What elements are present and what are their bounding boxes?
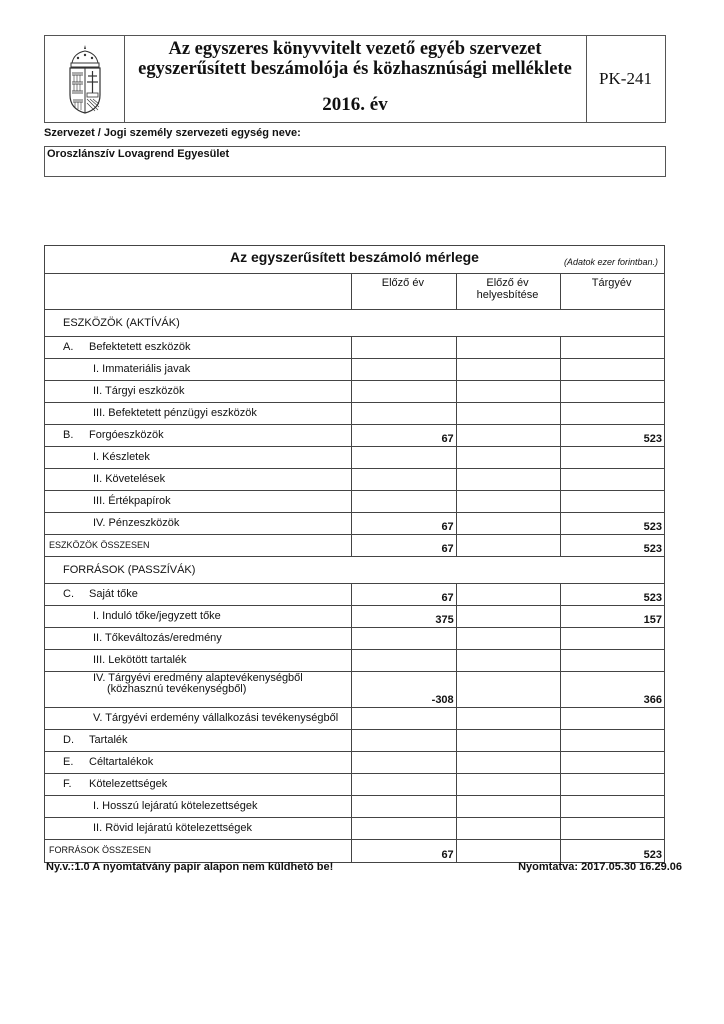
current-year-value xyxy=(560,381,664,402)
row-label: Tartalék xyxy=(89,734,128,746)
row-label-cell xyxy=(45,381,351,402)
prev-year-value: 67 xyxy=(351,584,456,605)
row-label-cell xyxy=(45,796,351,817)
prev-year-correction-value xyxy=(456,628,561,649)
prev-year-correction-value xyxy=(456,730,561,751)
current-year-value: 523 xyxy=(560,584,664,605)
row-label: Befektetett eszközök xyxy=(89,341,191,353)
prev-year-correction-value xyxy=(456,840,561,862)
prev-year-value xyxy=(351,491,456,512)
column-header-row xyxy=(45,274,664,310)
row-label-cell xyxy=(45,535,351,556)
table-row xyxy=(45,672,664,708)
prev-year-correction-value xyxy=(456,381,561,402)
prev-year-correction-value xyxy=(456,359,561,380)
table-row xyxy=(45,447,664,469)
form-title-line-1: Az egyszeres könyvvitelt vezető egyéb szervezet xyxy=(168,39,542,59)
prev-year-correction-value xyxy=(456,752,561,773)
prev-year-value: 67 xyxy=(351,535,456,556)
row-label: I. Immateriális javak xyxy=(93,363,191,375)
table-row xyxy=(45,818,664,840)
row-letter: B. xyxy=(63,429,74,441)
organization-label: Szervezet / Jogi személy szervezeti egység neve: xyxy=(44,127,301,139)
prev-year-correction-value xyxy=(456,796,561,817)
current-year-value xyxy=(560,403,664,424)
row-label xyxy=(93,673,303,695)
row-label: I. Induló tőke/jegyzett tőke xyxy=(93,610,221,622)
table-row xyxy=(45,650,664,672)
row-label-cell xyxy=(45,818,351,839)
row-letter: E. xyxy=(63,756,74,768)
row-label: II. Követelések xyxy=(93,473,166,485)
prev-year-correction-value xyxy=(456,606,561,627)
table-row xyxy=(45,359,664,381)
prev-year-value xyxy=(351,796,456,817)
prev-year-correction-value xyxy=(456,403,561,424)
row-label-cell xyxy=(45,708,351,729)
prev-year-correction-value xyxy=(456,650,561,671)
table-row xyxy=(45,584,664,606)
row-label: FORRÁSOK ÖSSZESEN xyxy=(49,845,152,855)
table-row xyxy=(45,337,664,359)
balance-sheet-title-row xyxy=(45,246,664,274)
row-label: I. Hosszú lejáratú kötelezettségek xyxy=(93,800,258,812)
row-label-cell xyxy=(45,650,351,671)
prev-year-value xyxy=(351,359,456,380)
prev-year-correction-value xyxy=(456,774,561,795)
table-row xyxy=(45,628,664,650)
row-label: Céltartalékok xyxy=(89,756,154,768)
table-row xyxy=(45,381,664,403)
table-row xyxy=(45,513,664,535)
column-header-text: Előző év xyxy=(381,277,424,289)
current-year-value xyxy=(560,796,664,817)
current-year-value: 523 xyxy=(560,513,664,534)
row-label-cell xyxy=(45,628,351,649)
row-label-cell xyxy=(45,337,351,358)
row-letter: A. xyxy=(63,341,74,353)
prev-year-correction-value xyxy=(456,447,561,468)
row-label-cell xyxy=(45,359,351,380)
prev-year-correction-value xyxy=(456,584,561,605)
prev-year-value xyxy=(351,628,456,649)
column-header-text xyxy=(477,277,539,301)
form-title xyxy=(124,36,587,122)
row-label-cell xyxy=(45,774,351,795)
hungarian-coat-of-arms-icon xyxy=(66,43,104,115)
balance-sheet-title: Az egyszerűsített beszámoló mérlege xyxy=(230,249,479,265)
prev-year-correction-value xyxy=(456,491,561,512)
footer-print-timestamp: Nyomtatva: 2017.05.30 16.29.06 xyxy=(518,861,682,873)
prev-year-value: 375 xyxy=(351,606,456,627)
prev-year-correction-value xyxy=(456,425,561,446)
balance-sheet-table xyxy=(44,245,665,863)
table-row xyxy=(45,403,664,425)
prev-year-correction-value xyxy=(456,708,561,729)
current-year-value xyxy=(560,818,664,839)
prev-year-value xyxy=(351,730,456,751)
current-year-value xyxy=(560,730,664,751)
column-header-prev-year-correction xyxy=(456,274,561,309)
form-title-line-2: egyszerűsített beszámolója és közhasznúsági melléklete xyxy=(138,59,572,79)
prev-year-value xyxy=(351,337,456,358)
current-year-value xyxy=(560,752,664,773)
prev-year-correction-value xyxy=(456,469,561,490)
table-row xyxy=(45,425,664,447)
prev-year-value: -308 xyxy=(351,672,456,707)
prev-year-value xyxy=(351,469,456,490)
column-header-text: Tárgyév xyxy=(591,277,632,289)
current-year-value xyxy=(560,628,664,649)
row-letter: C. xyxy=(63,588,74,600)
prev-year-value xyxy=(351,818,456,839)
prev-year-correction-value xyxy=(456,535,561,556)
footer-version-note: Ny.v.:1.0 A nyomtatvány papír alapon nem küldhető be! xyxy=(46,861,334,873)
row-label-cell xyxy=(45,447,351,468)
table-row xyxy=(45,730,664,752)
table-row xyxy=(45,491,664,513)
prev-year-value xyxy=(351,650,456,671)
row-label-cell xyxy=(45,513,351,534)
form-code: PK-241 xyxy=(599,69,652,88)
current-year-value xyxy=(560,447,664,468)
column-header-text-line-2: helyesbítése xyxy=(476,289,539,301)
section-header-row xyxy=(45,310,664,337)
prev-year-value: 67 xyxy=(351,425,456,446)
row-label-cell xyxy=(45,840,351,862)
row-label-cell xyxy=(45,469,351,490)
row-label: Saját tőke xyxy=(89,588,138,600)
unit-note: (Adatok ezer forintban.) xyxy=(563,257,658,267)
column-header-prev-year xyxy=(351,274,456,309)
row-label-cell xyxy=(45,491,351,512)
section-header-label: ESZKÖZÖK (AKTÍVÁK) xyxy=(63,317,180,329)
section-header-label: FORRÁSOK (PASSZÍVÁK) xyxy=(63,564,196,576)
column-header-text-line-1: Előző év xyxy=(486,277,529,289)
table-row xyxy=(45,796,664,818)
table-row xyxy=(45,469,664,491)
row-letter: F. xyxy=(63,778,72,790)
total-row xyxy=(45,840,664,862)
row-label-cell xyxy=(45,425,351,446)
prev-year-correction-value xyxy=(456,818,561,839)
current-year-value: 523 xyxy=(560,535,664,556)
current-year-value xyxy=(560,337,664,358)
current-year-value: 157 xyxy=(560,606,664,627)
row-label-cell xyxy=(45,672,351,707)
coat-of-arms-cell xyxy=(45,36,125,122)
row-label-cell xyxy=(45,752,351,773)
current-year-value xyxy=(560,469,664,490)
current-year-value xyxy=(560,650,664,671)
prev-year-value xyxy=(351,381,456,402)
organization-name-field xyxy=(44,146,666,177)
row-label-cell xyxy=(45,584,351,605)
current-year-value xyxy=(560,774,664,795)
current-year-value: 366 xyxy=(560,672,664,707)
form-header xyxy=(44,35,666,123)
row-label: II. Tőkeváltozás/eredmény xyxy=(93,632,222,644)
row-label-line-2: (közhasznú tevékenységből) xyxy=(107,683,247,695)
table-row xyxy=(45,708,664,730)
current-year-value: 523 xyxy=(560,425,664,446)
table-row xyxy=(45,752,664,774)
row-label: II. Tárgyi eszközök xyxy=(93,385,185,397)
row-label: II. Rövid lejáratú kötelezettségek xyxy=(93,822,252,834)
column-header-current-year xyxy=(560,274,664,309)
row-label: I. Készletek xyxy=(93,451,150,463)
prev-year-value xyxy=(351,403,456,424)
row-label: III. Lekötött tartalék xyxy=(93,654,187,666)
row-label-cell xyxy=(45,403,351,424)
current-year-value: 523 xyxy=(560,840,664,862)
prev-year-correction-value xyxy=(456,672,561,707)
current-year-value xyxy=(560,491,664,512)
current-year-value xyxy=(560,359,664,380)
row-label: Kötelezettségek xyxy=(89,778,168,790)
prev-year-value: 67 xyxy=(351,513,456,534)
organization-name: Oroszlánszív Lovagrend Egyesület xyxy=(47,148,230,160)
prev-year-value xyxy=(351,708,456,729)
row-label-cell xyxy=(45,730,351,751)
row-label-line-1: IV. Tárgyévi eredmény alaptevékenységből xyxy=(93,672,303,684)
table-row xyxy=(45,606,664,628)
prev-year-value xyxy=(351,752,456,773)
prev-year-correction-value xyxy=(456,337,561,358)
table-row xyxy=(45,774,664,796)
row-label: ESZKÖZÖK ÖSSZESEN xyxy=(49,540,150,550)
row-label-cell xyxy=(45,606,351,627)
prev-year-value xyxy=(351,774,456,795)
column-header-label xyxy=(45,274,351,309)
row-label: V. Tárgyévi erdemény vállalkozási tevékenységből xyxy=(93,712,339,724)
prev-year-correction-value xyxy=(456,513,561,534)
row-label: III. Befektetett pénzügyi eszközök xyxy=(93,407,257,419)
prev-year-value xyxy=(351,447,456,468)
section-header-row xyxy=(45,557,664,584)
current-year-value xyxy=(560,708,664,729)
row-label: IV. Pénzeszközök xyxy=(93,517,180,529)
total-row xyxy=(45,535,664,557)
row-letter: D. xyxy=(63,734,74,746)
row-label: Forgóeszközök xyxy=(89,429,164,441)
form-year: 2016. év xyxy=(322,94,388,115)
prev-year-value: 67 xyxy=(351,840,456,862)
row-label: III. Értékpapírok xyxy=(93,495,171,507)
